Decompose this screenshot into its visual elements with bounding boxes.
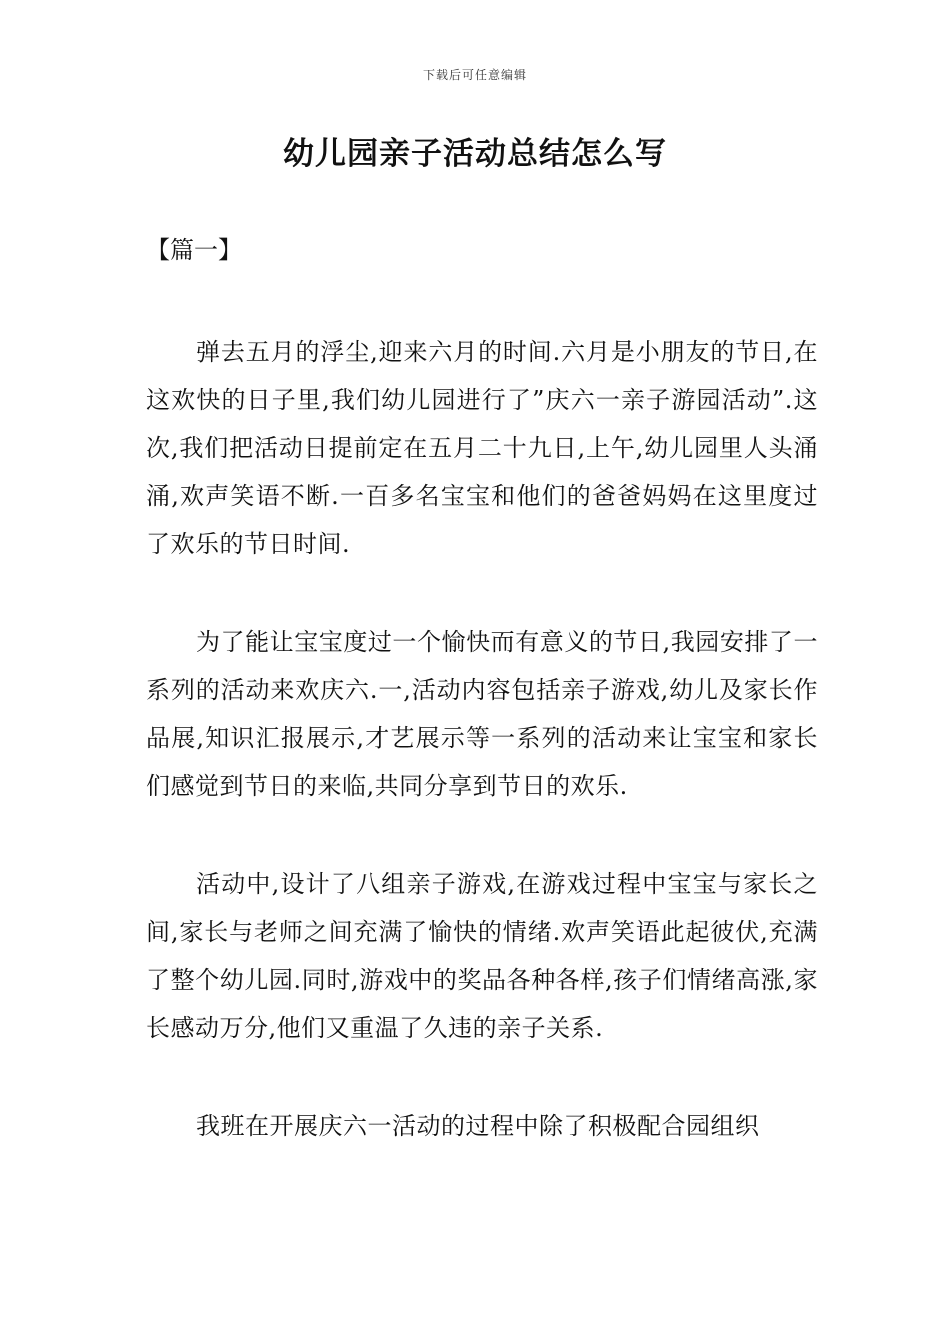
document-body <box>146 328 818 1200</box>
header-note: 下载后可任意编辑 <box>422 68 527 82</box>
paragraph-1: 弹去五月的浮尘,迎来六月的时间.六月是小朋友的节日,在这欢快的日子里,我们幼儿园进行了”庆六一亲子游园活动”.这次,我们把活动日提前定在五月二十九日,上午,幼儿园里人头涌涌,欢声笑语不断.一百多名宝宝和他们的爸爸妈妈在这里度过了欢乐的节日时间. <box>146 338 818 558</box>
section-label: 【篇一】 <box>146 236 242 264</box>
document-title: 幼儿园亲子活动总结怎么写 <box>283 136 667 172</box>
paragraph-3: 活动中,设计了八组亲子游戏,在游戏过程中宝宝与家长之间,家长与老师之间充满了愉快的情绪.欢声笑语此起彼伏,充满了整个幼儿园.同时,游戏中的奖品各种各样,孩子们情绪高涨,家长感动万分,他们又重温了久违的亲子关系. <box>146 870 818 1042</box>
paragraph-2: 为了能让宝宝度过一个愉快而有意义的节日,我园安排了一系列的活动来欢庆六.一,活动内容包括亲子游戏,幼儿及家长作品展,知识汇报展示,才艺展示等一系列的活动来让宝宝和家长们感觉到节日的来临,共同分享到节日的欢乐. <box>146 628 818 800</box>
paragraph-4: 我班在开展庆六一活动的过程中除了积极配合园组织 <box>196 1112 760 1140</box>
